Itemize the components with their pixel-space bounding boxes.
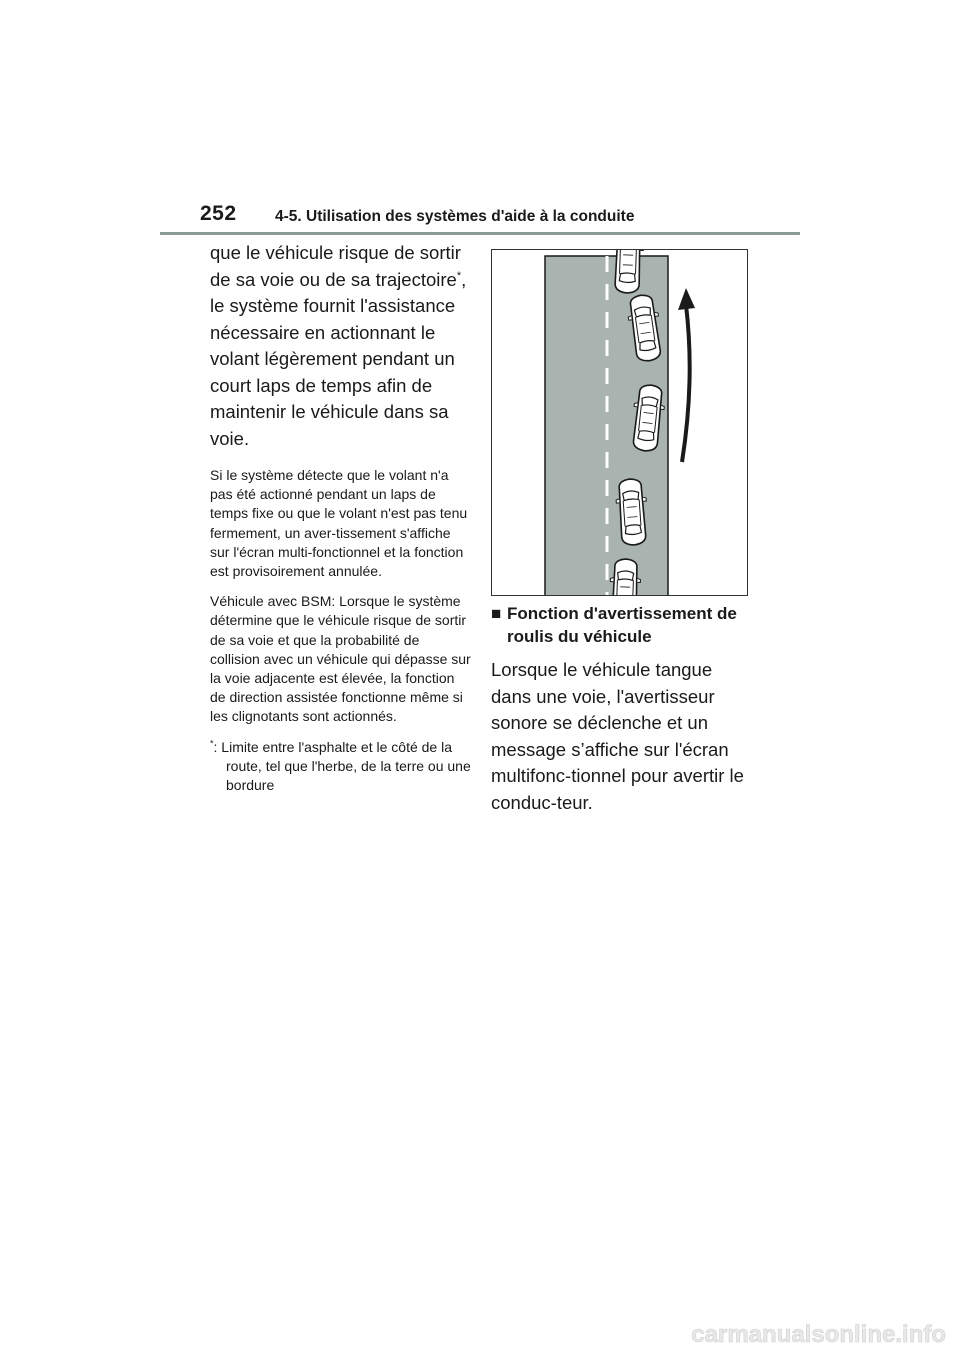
car-top: [612, 250, 644, 294]
subheading-text: Fonction d'avertissement de roulis du véhicule: [507, 604, 737, 646]
svg-text:carmanualsonline.info: carmanualsonline.info: [691, 1321, 946, 1348]
direction-arrow: [682, 305, 690, 462]
header-rule: [160, 232, 800, 235]
lead-text-after: , le système fournit l'assistance nécessaire en actionnant le volant légèrement pendant un court laps de temps afin de maintenir le véhicule dans sa voie.: [210, 268, 467, 449]
footnote-mark: *: [210, 737, 214, 748]
left-column: [210, 240, 472, 795]
arrow-head: [678, 288, 695, 310]
section-title: 4-5. Utilisation des systèmes d'aide à la conduite: [275, 208, 635, 225]
square-bullet-icon: ■: [491, 604, 502, 623]
vehicle-sway-illustration: [492, 250, 747, 595]
lead-paragraph: [210, 240, 472, 452]
subheading: [491, 602, 756, 648]
vehicle-sway-figure: [491, 249, 748, 596]
footnote-text: : Limite entre l'asphalte et le côté de la route, tel que l'herbe, de la terre ou une bordure: [213, 738, 471, 794]
note-paragraph-1: Si le système détecte que le volant n'a pas été actionné pendant un laps de temps fixe ou que le volant n'est pas tenu fermement, un aver-tissement s'affiche sur l'écran multi-fonctionnel et la fonction est provisoirement annulée.: [210, 467, 468, 580]
lead-text: que le véhicule risque de sortir de sa voie ou de sa trajectoire: [210, 242, 461, 290]
note-paragraph-2: Véhicule avec BSM: Lorsque le système détermine que le véhicule risque de sortir de sa voie et que la probabilité de collision avec un véhicule qui dépasse sur la voie adjacente est élevée, la fonction de direction assistée fonctionne même si les clignotants sont actionnés.: [210, 593, 471, 725]
page-number: 252: [200, 202, 237, 225]
right-column: [491, 602, 756, 816]
watermark-logo: [650, 1312, 950, 1352]
lead-footnote-mark: *: [456, 269, 462, 282]
footnote: [210, 738, 472, 796]
body-paragraph: Lorsque le véhicule tangue dans une voie, l'avertisseur sonore se déclenche et un message s’affiche sur l'écran multifonc-tionnel pour avertir le conduc-teur.: [491, 659, 744, 813]
